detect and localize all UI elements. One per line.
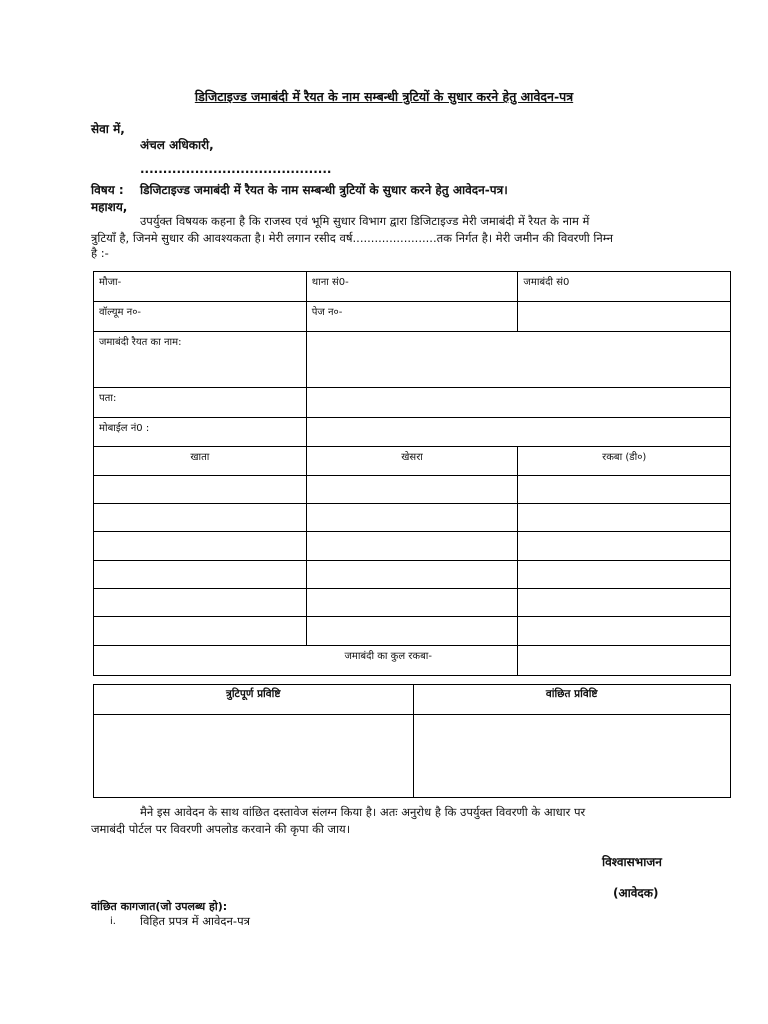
salutation-to: सेवा में, — [91, 122, 125, 136]
intro-line-1: उपर्युक्त विषयक कहना है कि राजस्व एवं भूमि सुधार विभाग द्वारा डिजिटाइज्ड मेरी जमाबंदी में रैयत के नाम में — [140, 214, 590, 228]
raiyat-name-field[interactable] — [306, 332, 730, 388]
land-row[interactable] — [94, 476, 731, 504]
wrong-entry-field[interactable] — [94, 715, 414, 798]
mobile-field[interactable] — [306, 418, 730, 447]
land-row[interactable] — [94, 532, 731, 561]
recipient: अंचल अधिकारी, — [140, 138, 214, 152]
wrong-entry-header: त्रुटिपूर्ण प्रविष्टि — [94, 685, 414, 715]
land-row[interactable] — [94, 617, 731, 646]
col-header-khata: खाता — [94, 447, 307, 476]
subject-label: विषय : — [91, 183, 124, 197]
closing-line-2: जमाबंदी पोर्टल पर विवरणी अपलोड करवाने की कृपा की जाय। — [91, 822, 351, 836]
applicant-label: (आवेदक) — [613, 886, 659, 900]
recipient-dotted-line: .......................................... — [140, 162, 332, 176]
raiyat-name-label: जमाबंदी रैयत का नाम: — [94, 332, 307, 388]
land-row[interactable] — [94, 561, 731, 589]
sign-off: विश्वासभाजन — [602, 855, 662, 869]
col-header-rakba: रकबा (डी०) — [518, 447, 731, 476]
page-cell[interactable]: पेज न०- — [306, 302, 518, 332]
correction-table — [93, 684, 731, 798]
mauja-cell[interactable]: मौजा- — [94, 272, 307, 302]
total-area-field[interactable] — [518, 646, 731, 676]
intro-line-3: है :- — [91, 246, 109, 260]
total-area-label: जमाबंदी का कुल रकबा- — [94, 646, 518, 676]
greeting: महाशय, — [91, 200, 128, 214]
col-header-khesra: खेसरा — [306, 447, 518, 476]
closing-line-1: मैने इस आवेदन के साथ वांछित दस्तावेज संलग्न किया है। अतः अनुरोध है कि उपर्युक्त विवरणी के आधार पर — [140, 805, 586, 819]
land-details-table — [93, 271, 731, 676]
volume-cell[interactable]: वॉल्यूम न०- — [94, 302, 307, 332]
address-label: पता: — [94, 388, 307, 418]
intro-line-2: त्रुटियाँ है, जिनमे सुधार की आवश्यकता है। मेरी लगान रसीद वर्ष.......................तक निर्गत है। मेरी जमीन की विवरणी निम्न — [91, 231, 613, 245]
mobile-label: मोबाईल नं0 : — [94, 418, 307, 447]
land-row[interactable] — [94, 504, 731, 532]
address-field[interactable] — [306, 388, 730, 418]
desired-entry-header: वांछित प्रविष्टि — [413, 685, 731, 715]
thana-cell[interactable]: थाना सं0- — [306, 272, 518, 302]
document-item: विहित प्रपत्र में आवेदन-पत्र — [140, 914, 250, 928]
documents-heading: वांछित कागजात(जो उपलब्ध हो): — [91, 900, 228, 913]
form-title: डिजिटाइज्ड जमाबंदी में रैयत के नाम सम्बन्धी त्रुटियों के सुधार करने हेतु आवेदन-पत्र — [194, 89, 574, 104]
desired-entry-field[interactable] — [413, 715, 731, 798]
land-row[interactable] — [94, 589, 731, 617]
jamabandi-no-cell[interactable]: जमाबंदी सं0 — [518, 272, 731, 302]
subject-text: डिजिटाइज्ड जमाबंदी में रैयत के नाम सम्बन्धी त्रुटियों के सुधार करने हेतु आवेदन-पत्र। — [140, 183, 508, 197]
document-item-number: i. — [110, 916, 116, 927]
blank-cell[interactable] — [518, 302, 731, 332]
